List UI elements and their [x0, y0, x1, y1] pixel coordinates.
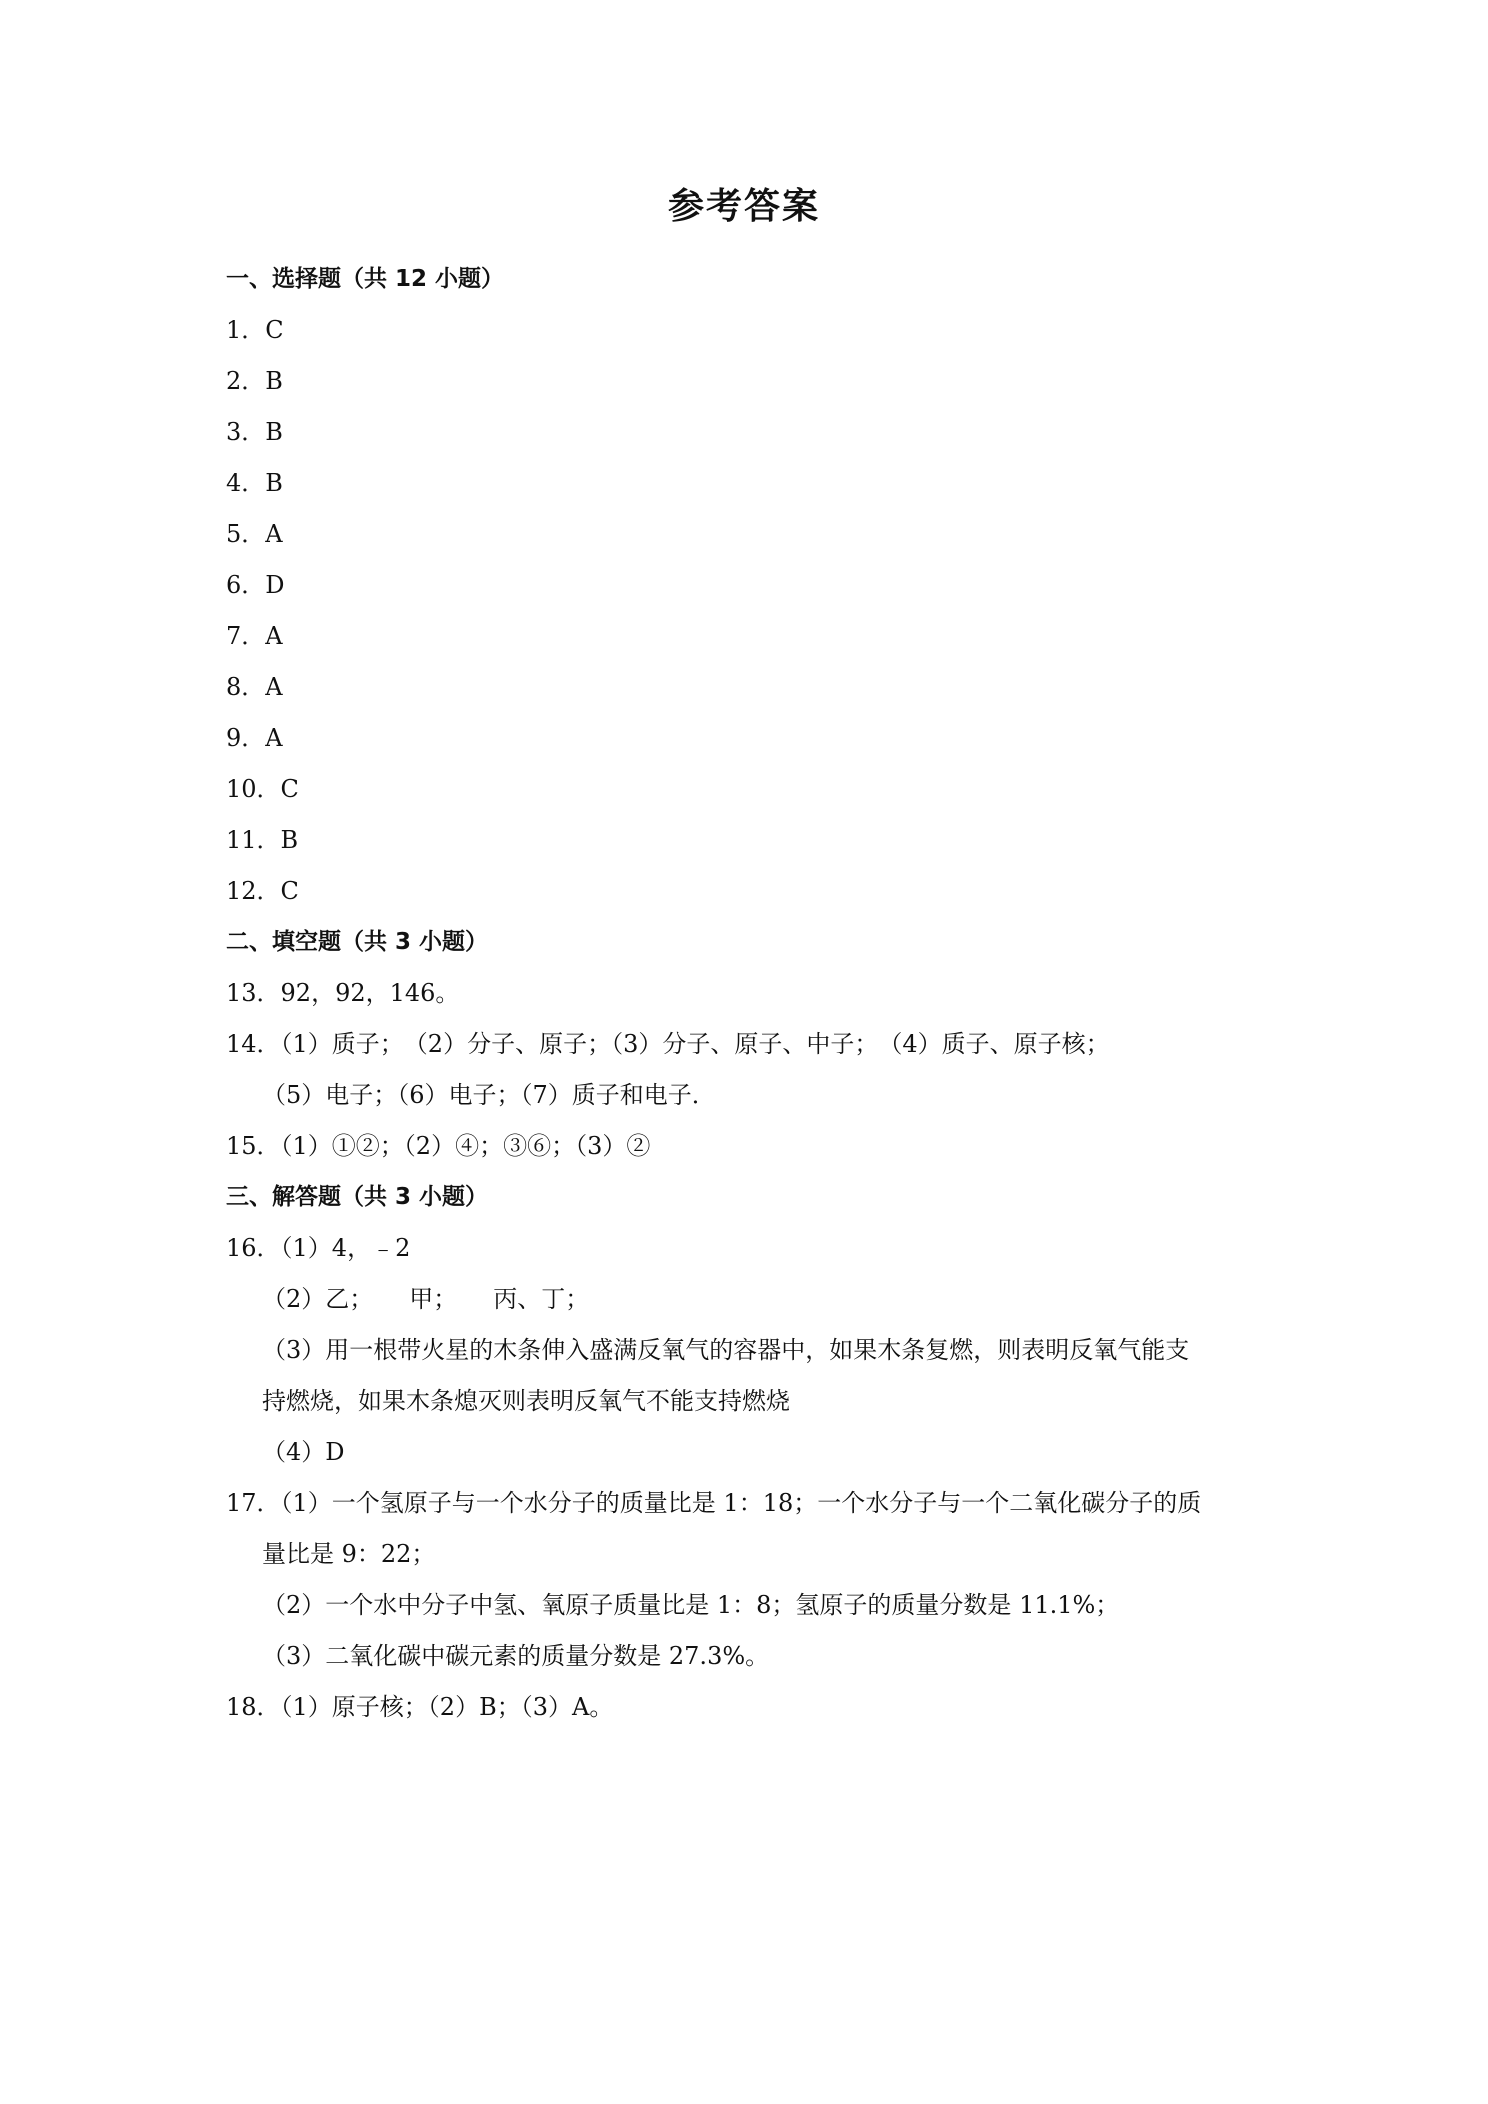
choice-answer-8: 8．A: [226, 673, 283, 701]
choice-answer-9: 9．A: [226, 724, 283, 752]
choice-answer-2: 2．B: [226, 367, 283, 395]
choice-answer-7: 7．A: [226, 622, 283, 650]
answer-16-part-3-line-1: （3）用一根带火星的木条伸入盛满反氧气的容器中，如果木条复燃，则表明反氧气能支: [262, 1336, 1190, 1364]
answer-16-part-3-line-2: 持燃烧，如果木条熄灭则表明反氧气不能支持燃烧: [262, 1387, 790, 1415]
section-heading-choice: 一、选择题（共 12 小题）: [226, 266, 505, 292]
choice-answer-6: 6．D: [226, 571, 285, 599]
answer-14-line-1: 14．（1）质子； （2）分子、原子；（3）分子、原子、中子； （4）质子、原子核；: [226, 1030, 1110, 1058]
answer-16-part-4: （4）D: [262, 1438, 345, 1466]
choice-answer-5: 5．A: [226, 520, 283, 548]
answer-14-line-2: （5）电子；（6）电子；（7）质子和电子．: [262, 1081, 716, 1109]
choice-answer-4: 4．B: [226, 469, 283, 497]
answer-18: 18．（1）原子核；（2）B；（3）A。: [226, 1693, 614, 1721]
answer-13: 13．92，92，146。: [226, 979, 460, 1007]
answer-content: [226, 254, 1276, 1733]
answer-16-part-1: 16．（1）4，﹣2: [226, 1234, 411, 1262]
answer-16-part-2: （2）乙； 甲； 丙、丁；: [262, 1285, 590, 1313]
section-heading-fill-blank: 二、填空题（共 3 小题）: [226, 929, 489, 955]
answer-17-part-2: （2）一个水中分子中氢、氧原子质量比是 1：8；氢原子的质量分数是 11.1%；: [262, 1591, 1120, 1619]
answer-17-part-3: （3）二氧化碳中碳元素的质量分数是 27.3%。: [262, 1642, 770, 1670]
page-title: 参考答案: [667, 186, 820, 227]
section-heading-solution: 三、解答题（共 3 小题）: [226, 1184, 489, 1210]
answer-17-part-1-line-2: 量比是 9：22；: [262, 1540, 436, 1568]
choice-answer-11: 11．B: [226, 826, 299, 854]
answer-17-part-1-line-1: 17．（1）一个氢原子与一个水分子的质量比是 1：18；一个水分子与一个二氧化碳分子的质: [226, 1489, 1202, 1517]
choice-answer-3: 3．B: [226, 418, 283, 446]
choice-answer-12: 12．C: [226, 877, 299, 905]
choice-answer-list: [226, 305, 1276, 917]
choice-answer-10: 10．C: [226, 775, 299, 803]
answer-15: 15．（1）①②；（2）④；③⑥；（3）②: [226, 1132, 651, 1160]
choice-answer-1: 1．C: [226, 316, 284, 344]
